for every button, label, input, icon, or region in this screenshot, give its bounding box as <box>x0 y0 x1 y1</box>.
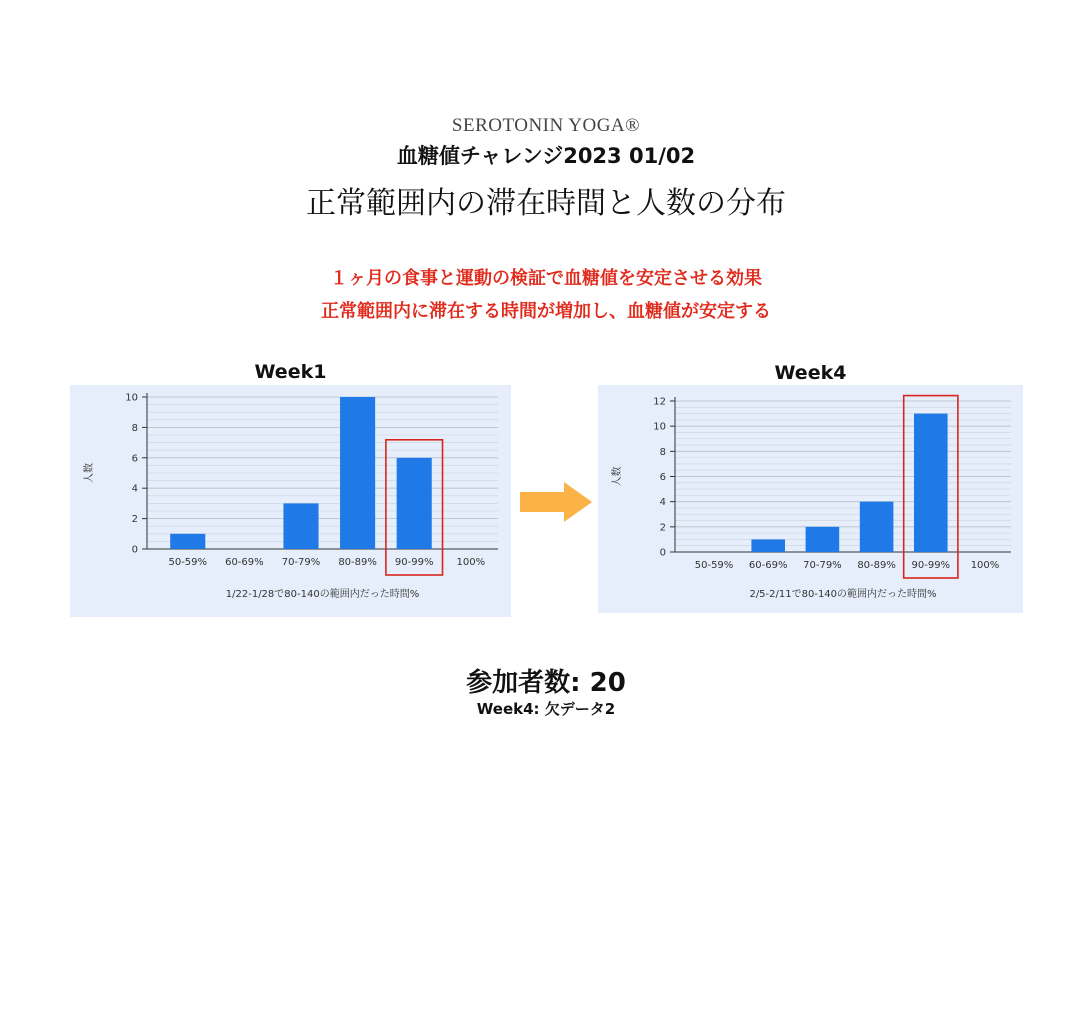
brand-name: SEROTONIN YOGA® <box>451 115 641 136</box>
y-tick-label: 8 <box>659 446 666 458</box>
bar-50-59% <box>170 534 205 549</box>
bar-90-99% <box>397 458 432 549</box>
week1-chart-panel <box>70 385 511 617</box>
bar-80-89% <box>340 397 375 549</box>
y-tick-label: 8 <box>131 422 138 434</box>
x-tick-label: 90-99% <box>911 560 951 571</box>
y-tick-label: 2 <box>659 522 666 534</box>
missing-data-note: Week4: 欠データ2 <box>476 700 616 718</box>
x-tick-label: 70-79% <box>281 557 321 568</box>
x-tick-label: 60-69% <box>748 560 788 571</box>
arrow-right-icon <box>518 482 594 522</box>
x-axis-label: 1/22-1/28で80-140の範囲内だった時間% <box>225 589 420 600</box>
highlight-line-1: １ヶ月の食事と運動の検証で血糖値を安定させる効果 <box>330 268 762 289</box>
x-tick-label: 80-89% <box>338 557 377 568</box>
week4-chart-title: Week4 <box>774 362 847 384</box>
week4-chart <box>598 385 1023 613</box>
x-tick-label: 50-59% <box>694 560 734 571</box>
participants-count: 参加者数: 20 <box>466 668 626 698</box>
bar-60-69% <box>751 539 785 552</box>
week1-chart <box>70 385 511 617</box>
y-tick-label: 0 <box>659 547 666 559</box>
x-tick-label: 90-99% <box>394 557 434 568</box>
y-tick-label: 6 <box>659 472 666 483</box>
bar-70-79% <box>806 527 840 552</box>
y-axis-label: 人数 <box>612 466 623 487</box>
x-tick-label: 70-79% <box>803 560 842 571</box>
y-tick-label: 2 <box>131 514 138 526</box>
x-axis-label: 2/5-2/11で80-140の範囲内だった時間% <box>749 589 937 600</box>
x-tick-label: 100% <box>970 560 1000 571</box>
y-tick-label: 12 <box>653 396 666 408</box>
y-tick-label: 10 <box>125 392 138 404</box>
y-tick-label: 4 <box>131 483 138 495</box>
y-tick-label: 0 <box>131 544 138 556</box>
x-tick-label: 50-59% <box>168 557 208 568</box>
bar-90-99% <box>914 414 948 552</box>
y-tick-label: 10 <box>653 421 666 433</box>
y-axis-label: 人数 <box>84 463 95 483</box>
bar-80-89% <box>860 502 894 552</box>
x-tick-label: 100% <box>456 557 486 568</box>
y-tick-label: 4 <box>659 497 666 509</box>
x-tick-label: 60-69% <box>225 557 264 568</box>
week1-chart-title: Week1 <box>254 361 327 383</box>
bar-70-79% <box>283 503 318 549</box>
week4-chart-panel <box>598 385 1023 613</box>
y-tick-label: 6 <box>131 453 138 465</box>
x-tick-label: 80-89% <box>857 560 896 571</box>
highlight-line-2: 正常範囲内に滞在する時間が増加し、血糖値が安定する <box>321 301 771 322</box>
challenge-title: 血糖値チャレンジ2023 01/02 <box>396 144 696 168</box>
page-title: 正常範囲内の滞在時間と人数の分布 <box>306 186 786 221</box>
